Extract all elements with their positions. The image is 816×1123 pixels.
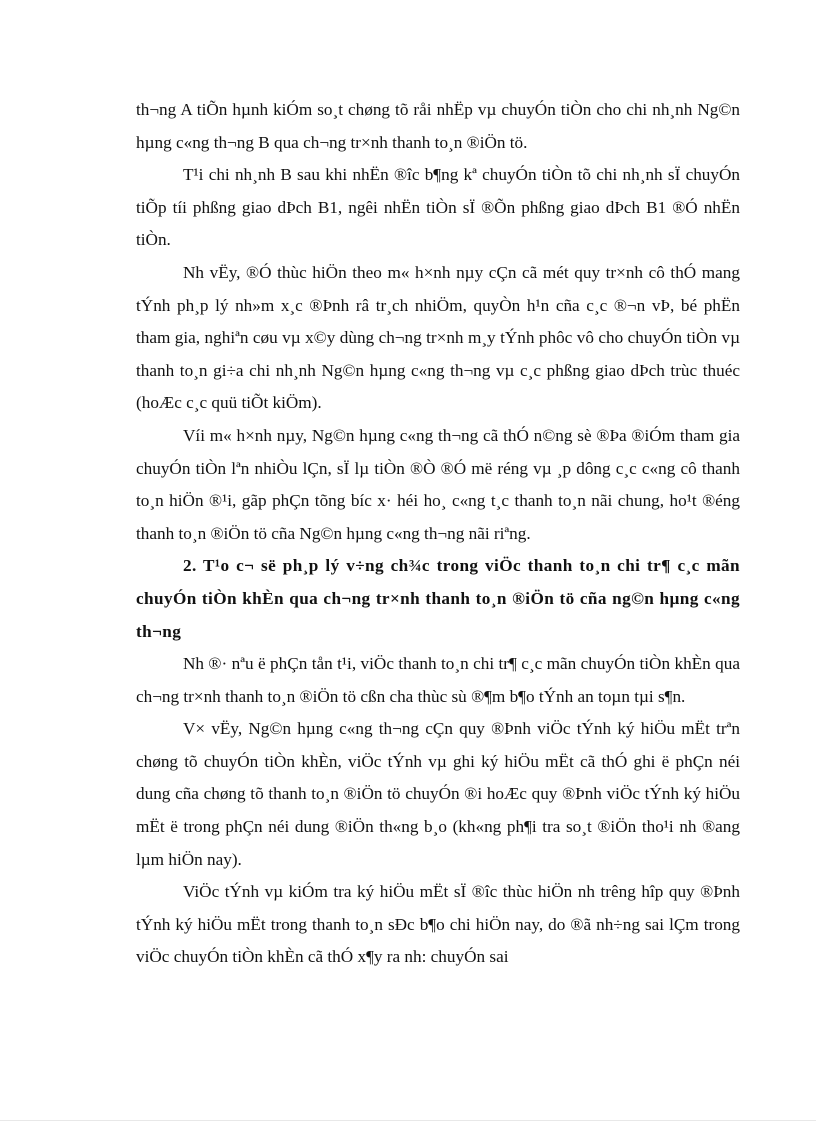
section-heading: 2. T¹o c¬ së ph¸p lý v÷ng ch¾c trong viÖc thanh to¸n chi tr¶ c¸c mãn chuyÓn tiÒn khÈn qua ch¬ng tr×nh thanh to¸n ®iÖn tö cña ng©n hµng c«ng th¬ng [136,556,740,641]
paragraph-continuation: th¬ng A tiÕn hµnh kiÓm so¸t chøng tõ råi nhËp vµ chuyÓn tiÒn cho chi nh¸nh Ng©n hµng c«ng th¬ng B qua ch¬ng tr×nh thanh to¸n ®iÖn tö. [136,100,740,152]
paragraph: Víi m« h×nh nµy, Ng©n hµng c«ng th¬ng cã thÓ n©ng sè ®Þa ®iÓm tham gia chuyÓn tiÒn lªn nhiÒu lÇn, sÏ lµ tiÒn ®Ò ®Ó më réng vµ ¸p dông c¸c c«ng cô thanh to¸n hiÖn ®¹i, gãp phÇn tõng bíc x· héi ho¸ c«ng t¸c thanh to¸n nãi chung, ho¹t ®éng thanh to¸n ®iÖn tö cña Ng©n hµng c«ng th¬ng nãi riªng. [136,425,740,543]
document-body [136,94,740,974]
paragraph: Nh vËy, ®Ó thùc hiÖn theo m« h×nh nµy cÇn cã mét quy tr×nh cô thÓ mang tÝnh ph¸p lý nh»m x¸c ®Þnh râ tr¸ch nhiÖm, quyÒn h¹n cña c¸c ®¬n vÞ, bé phËn tham gia, nghiªn cøu vµ x©y dùng ch¬ng tr×nh m¸y tÝnh phôc vô cho chuyÓn tiÒn vµ thanh to¸n gi÷a chi nh¸nh Ng©n hµng c«ng th¬ng vµ c¸c phßng giao dÞch trùc thuéc (hoÆc c¸c quü tiÕt kiÖm). [136,262,740,413]
paragraph: Nh ®· nªu ë phÇn tån t¹i, viÖc thanh to¸n chi tr¶ c¸c mãn chuyÓn tiÒn khÈn qua ch¬ng tr×nh thanh to¸n ®iÖn tö cßn cha thùc sù ®¶m b¶o tÝnh an toµn tµi s¶n. [136,654,740,706]
paragraph: ViÖc tÝnh vµ kiÓm tra ký hiÖu mËt sÏ ®îc thùc hiÖn nh trêng hîp quy ®Þnh tÝnh ký hiÖu mËt trong thanh to¸n sÐc b¶o chi hiÖn nay, do ®ã nh÷ng sai lÇm trong viÖc chuyÓn tiÒn khÈn cã thÓ x¶y ra nh: chuyÓn sai [136,882,740,967]
page-bottom-rule [0,1120,816,1121]
paragraph: T¹i chi nh¸nh B sau khi nhËn ®îc b¶ng kª chuyÓn tiÒn tõ chi nh¸nh sÏ chuyÓn tiÕp tíi phßng giao dÞch B1, ngêi nhËn tiÒn sÏ ®Õn phßng giao dÞch B1 ®Ó nhËn tiÒn. [136,165,740,250]
paragraph: V× vËy, Ng©n hµng c«ng th¬ng cÇn quy ®Þnh viÖc tÝnh ký hiÖu mËt trªn chøng tõ chuyÓn tiÒn khÈn, viÖc tÝnh vµ ghi ký hiÖu mËt cã thÓ ghi ë phÇn néi dung cña chøng tõ thanh to¸n ®iÖn tö chuyÓn ®i hoÆc quy ®Þnh viÖc tÝnh ký hiÖu mËt ë trong phÇn néi dung ®iÖn th«ng b¸o (kh«ng ph¶i tra so¸t ®iÖn tho¹i nh ®ang lµm hiÖn nay). [136,719,740,869]
